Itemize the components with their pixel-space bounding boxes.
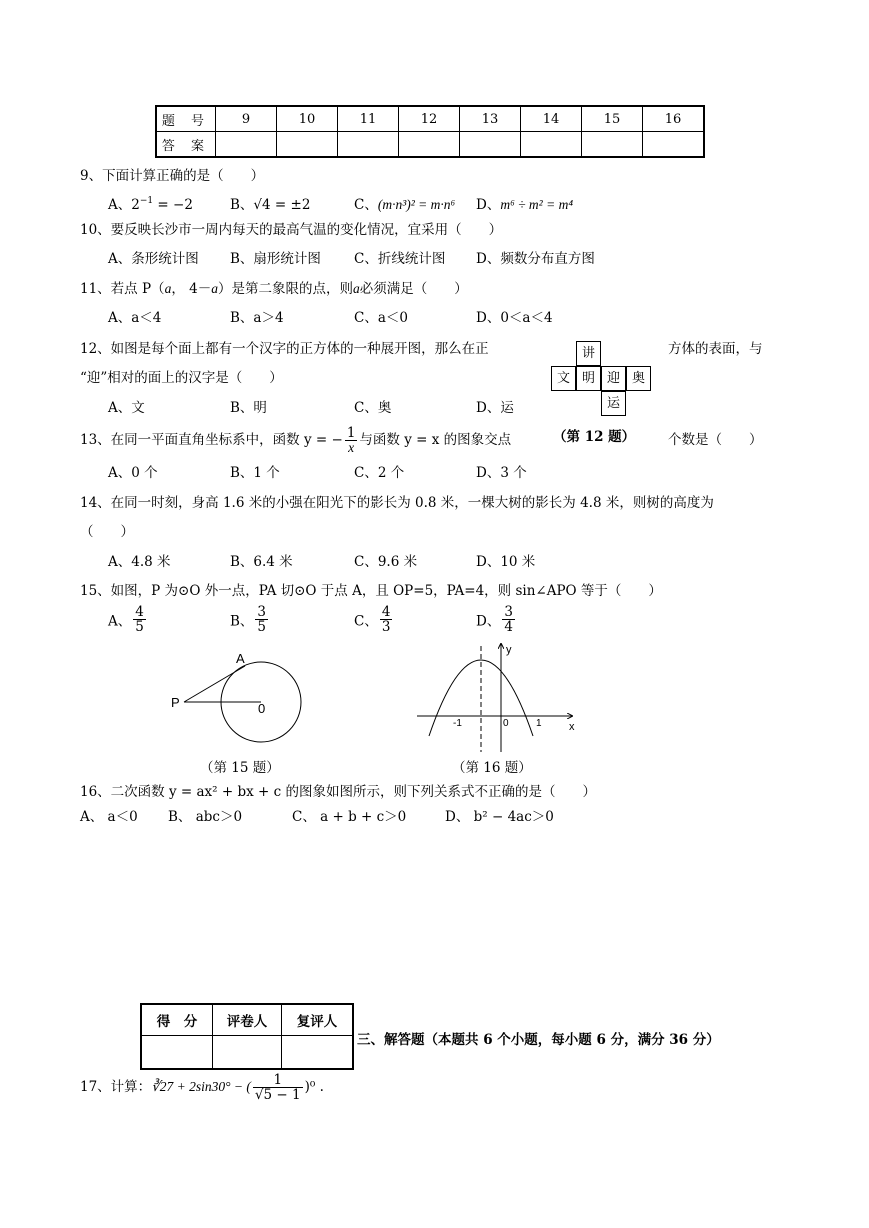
answer-table-number: 11 bbox=[338, 106, 399, 132]
answer-table-number: 14 bbox=[521, 106, 582, 132]
question-10-stem: 10、要反映长沙市一周内每天的最高气温的变化情况，宜采用（ ） bbox=[80, 222, 503, 238]
answer-table-number: 12 bbox=[399, 106, 460, 132]
question-14-stem-line1: 14、在同一时刻，身高 1.6 米的小强在阳光下的影长为 0.8 米，一棵大树的影长为 4.8 米，则树的高度为 bbox=[80, 495, 714, 511]
question-12-stem-line2: “迎”相对的面上的汉字是（ ） bbox=[80, 370, 283, 386]
figure-12-caption: （第 12 题） bbox=[553, 429, 636, 445]
answer-table-number: 10 bbox=[277, 106, 338, 132]
question-15-option-c: C、 $\frac{4}{3}$ bbox=[354, 604, 391, 636]
figure-15-caption: （第 15 题） bbox=[200, 760, 280, 776]
answer-table-number: 15 bbox=[582, 106, 643, 132]
question-12-option-b: B、明 bbox=[230, 400, 267, 416]
answer-cell[interactable] bbox=[216, 132, 277, 158]
segment-pa bbox=[184, 666, 245, 702]
question-10-option-b: B、扇形统计图 bbox=[230, 251, 321, 267]
cube-face: 文 bbox=[551, 366, 576, 391]
question-10-option-a: A、条形统计图 bbox=[108, 251, 199, 267]
question-11-stem: 11、若点 P（a， 4－a）是第二象限的点，则a必须满足（ ） bbox=[80, 281, 468, 297]
question-13-stem-end: 个数是（ ） bbox=[668, 432, 763, 448]
answer-cell[interactable] bbox=[338, 132, 399, 158]
fraction-one-over-root5-minus-1: $\frac{1}{√5 - 1}$ bbox=[254, 1072, 301, 1104]
origin-label: 0 bbox=[503, 718, 509, 729]
label-a: A bbox=[236, 651, 245, 666]
cube-face: 奥 bbox=[626, 366, 651, 391]
x-label: x bbox=[569, 721, 575, 733]
answer-table-answer-label: 答 案 bbox=[156, 132, 216, 158]
label-o: 0 bbox=[258, 701, 266, 716]
question-13-stem: 13、在同一平面直角坐标系中，函数 y = − $\frac{1}{x}$ 与函数 y = x 的图象交点 bbox=[80, 425, 512, 456]
score-header: 得 分 bbox=[141, 1004, 213, 1036]
score-cell[interactable] bbox=[141, 1036, 213, 1070]
answer-cell[interactable] bbox=[643, 132, 705, 158]
question-9-option-b: B、√4 = ±2 bbox=[230, 197, 311, 213]
answer-cell[interactable] bbox=[582, 132, 643, 158]
question-13-option-c: C、2 个 bbox=[354, 465, 405, 481]
question-14-option-c: C、9.6 米 bbox=[354, 554, 418, 570]
answer-table-number: 16 bbox=[643, 106, 705, 132]
question-16-stem: 16、二次函数 y = ax² + bx + c 的图象如图所示，则下列关系式不正确的是（ ） bbox=[80, 784, 596, 800]
question-14-stem-line2: （ ） bbox=[80, 524, 134, 540]
cube-face: 迎 bbox=[601, 366, 626, 391]
figure-15-circle-tangent bbox=[160, 645, 320, 745]
question-15-option-a: A、 $\frac{4}{5}$ bbox=[108, 604, 144, 636]
reviewer-cell[interactable] bbox=[282, 1036, 354, 1070]
question-9-option-a: A、$2^{-1} = -2$ bbox=[108, 196, 193, 213]
question-17: 17、计算：∛27 + 2sin30° − ( $\frac{1}{√5 - 1}$ )⁰ . bbox=[80, 1072, 324, 1104]
answer-table-number: 9 bbox=[216, 106, 277, 132]
label-p: P bbox=[171, 695, 180, 710]
answer-table-number: 13 bbox=[460, 106, 521, 132]
y-label: y bbox=[506, 644, 512, 656]
question-15-option-d: D、 $\frac{3}{4}$ bbox=[476, 604, 513, 636]
question-13-option-b: B、1 个 bbox=[230, 465, 280, 481]
answer-table-header-label: 题 号 bbox=[156, 106, 216, 132]
question-9-option-d: D、m⁶ ÷ m² = m⁴ bbox=[476, 197, 574, 213]
question-14-option-d: D、10 米 bbox=[476, 554, 536, 570]
grader-cell[interactable] bbox=[213, 1036, 282, 1070]
grader-header: 评卷人 bbox=[213, 1004, 282, 1036]
question-14-option-a: A、4.8 米 bbox=[108, 554, 171, 570]
answer-table bbox=[155, 105, 705, 158]
figure-16-parabola bbox=[415, 640, 580, 755]
question-10-option-d: D、频数分布直方图 bbox=[476, 251, 595, 267]
question-10-option-c: C、折线统计图 bbox=[354, 251, 446, 267]
question-15-option-b: B、 $\frac{3}{5}$ bbox=[230, 604, 267, 636]
question-9-option-c: C、(m·n³)² = m·n⁶ bbox=[354, 197, 456, 213]
score-table bbox=[140, 1003, 354, 1070]
question-12-stem-line1-end: 方体的表面，与 bbox=[668, 341, 763, 357]
question-11-option-b: B、a＞4 bbox=[230, 310, 284, 326]
cube-face-bottom: 运 bbox=[601, 391, 626, 416]
question-12-option-c: C、奥 bbox=[354, 400, 392, 416]
figure-16-caption: （第 16 题） bbox=[452, 760, 532, 776]
answer-cell[interactable] bbox=[521, 132, 582, 158]
fraction-one-over-x: $\frac{1}{x}$ bbox=[346, 425, 356, 456]
question-9-stem: 9、下面计算正确的是（ ） bbox=[80, 168, 265, 184]
question-12-option-a: A、文 bbox=[108, 400, 145, 416]
question-13-option-d: D、3 个 bbox=[476, 465, 527, 481]
question-13-option-a: A、0 个 bbox=[108, 465, 158, 481]
question-16-option-c: C、 a + b + c＞0 bbox=[292, 809, 407, 825]
question-16-option-d: D、 b² − 4ac＞0 bbox=[445, 809, 554, 825]
answer-cell[interactable] bbox=[460, 132, 521, 158]
answer-cell[interactable] bbox=[277, 132, 338, 158]
question-15-stem: 15、如图，P 为⊙O 外一点，PA 切⊙O 于点 A，且 OP=5，PA=4，则 sin∠APO 等于（ ） bbox=[80, 583, 662, 599]
question-16-option-a: A、 a＜0 bbox=[80, 809, 138, 825]
reviewer-header: 复评人 bbox=[282, 1004, 354, 1036]
tick-one: 1 bbox=[536, 718, 542, 729]
answer-cell[interactable] bbox=[399, 132, 460, 158]
question-11-option-d: D、0＜a＜4 bbox=[476, 310, 553, 326]
question-14-option-b: B、6.4 米 bbox=[230, 554, 293, 570]
question-12-option-d: D、运 bbox=[476, 400, 514, 416]
question-11-option-c: C、a＜0 bbox=[354, 310, 408, 326]
question-11-option-a: A、a＜4 bbox=[108, 310, 162, 326]
question-16-option-b: B、 abc＞0 bbox=[168, 809, 243, 825]
cube-face-top: 讲 bbox=[576, 341, 601, 366]
tick-minus-one: -1 bbox=[453, 718, 462, 729]
question-12-stem-line1: 12、如图是每个面上都有一个汉字的正方体的一种展开图，那么在正 bbox=[80, 341, 489, 357]
cube-face: 明 bbox=[576, 366, 601, 391]
section-3-heading: 三、解答题（本题共 6 个小题，每小题 6 分，满分 36 分） bbox=[357, 1032, 720, 1048]
